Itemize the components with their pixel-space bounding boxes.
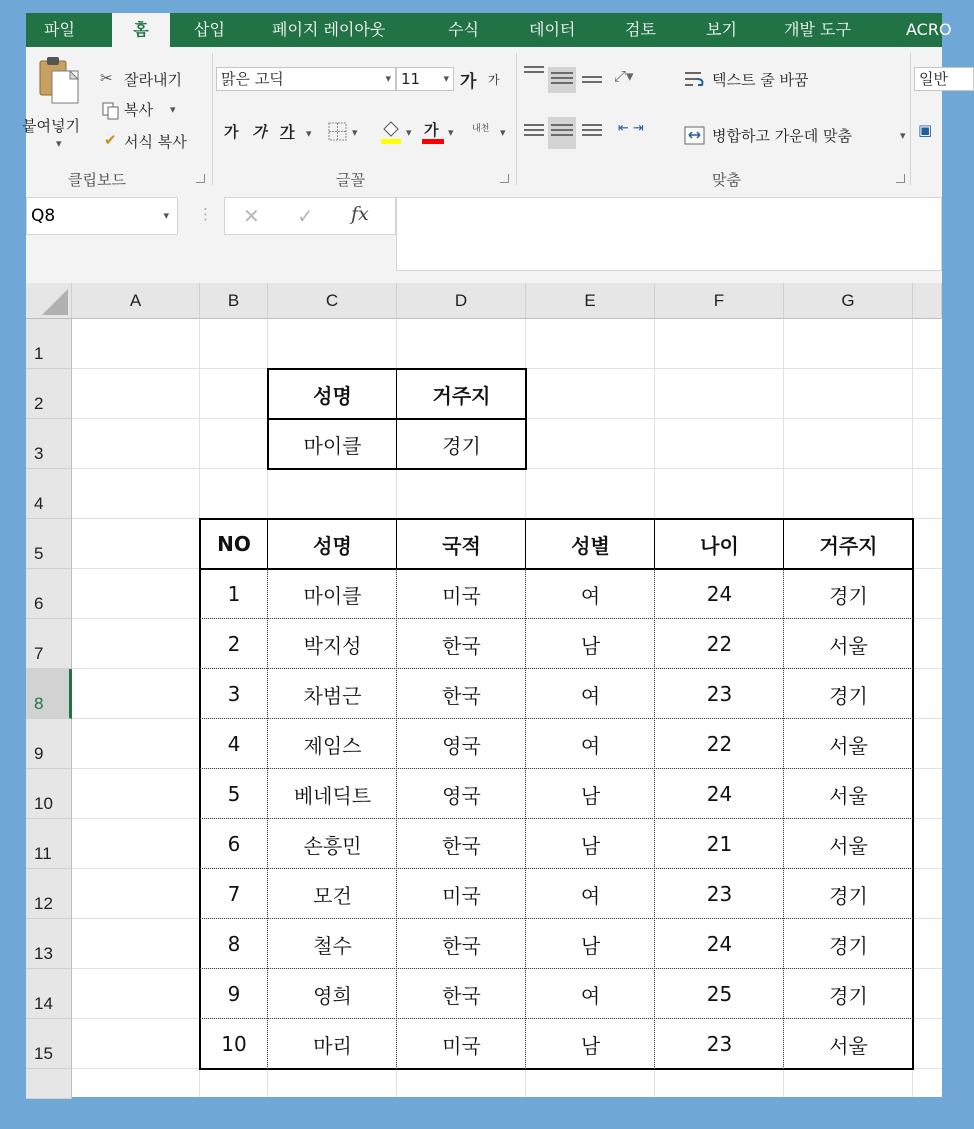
borders-button[interactable] <box>328 121 364 143</box>
row-header-15[interactable] <box>26 1019 72 1069</box>
row-header-14[interactable] <box>26 969 72 1019</box>
column-header-a[interactable]: A <box>72 283 200 319</box>
row-number: 13 <box>34 944 53 963</box>
chevron-down-icon: ▾ <box>500 126 506 139</box>
main-table-header[interactable]: 거주지 <box>819 533 878 558</box>
row-number: 10 <box>34 794 53 813</box>
paste-dropdown-icon[interactable]: ▾ <box>56 137 62 150</box>
table-border <box>396 369 397 469</box>
currency-format-icon[interactable]: ▣ <box>918 121 933 139</box>
main-table-cell[interactable]: 24 <box>706 932 733 956</box>
phonetic-label: 내천 <box>472 124 490 134</box>
group-divider <box>516 53 517 185</box>
main-table-cell[interactable]: 모건 <box>313 883 352 908</box>
main-table-cell[interactable]: 서울 <box>829 733 868 758</box>
main-table-cell[interactable]: 7 <box>227 882 241 906</box>
main-table-cell[interactable]: 남 <box>580 933 601 958</box>
tab-review[interactable]: 검토 <box>625 20 656 39</box>
tab-page-layout[interactable]: 페이지 레이아웃 <box>272 20 386 39</box>
cancel-icon[interactable]: ✕ <box>243 204 260 228</box>
main-table-cell[interactable]: 남 <box>580 633 601 658</box>
tab-acrobat[interactable]: ACRO <box>906 20 952 39</box>
row-header-11[interactable] <box>26 819 72 869</box>
table-dotted-border <box>200 868 913 869</box>
row-header-1[interactable] <box>26 319 72 369</box>
row-header-6[interactable] <box>26 569 72 619</box>
main-table-cell[interactable]: 미국 <box>442 1033 481 1058</box>
orientation-icon[interactable]: ⤢▾ <box>614 67 634 85</box>
table-dotted-border <box>783 569 784 1069</box>
main-table-cell[interactable]: 서울 <box>829 1033 868 1058</box>
insert-function-icon[interactable]: fx <box>351 203 369 225</box>
align-top-icon[interactable] <box>524 63 544 76</box>
number-format-combo[interactable] <box>914 67 974 91</box>
main-table-cell[interactable]: 여 <box>580 983 601 1008</box>
main-table-cell[interactable]: 8 <box>227 932 241 956</box>
main-table-cell[interactable]: 마이클 <box>303 583 362 608</box>
chevron-down-icon: ▾ <box>385 72 391 85</box>
tab-developer[interactable]: 개발 도구 <box>784 20 851 39</box>
font-size-combo[interactable] <box>396 67 454 91</box>
paste-button[interactable] <box>22 53 96 161</box>
row-header-12[interactable] <box>26 869 72 919</box>
tab-insert[interactable]: 삽입 <box>194 20 225 39</box>
main-table-cell[interactable]: 22 <box>706 632 733 656</box>
row-number: 9 <box>34 744 44 763</box>
font-name-combo[interactable] <box>216 67 396 91</box>
chevron-down-icon: ▾ <box>406 126 412 139</box>
copy-label: 복사 <box>124 101 153 119</box>
alignment-dialog-launcher-icon[interactable] <box>896 174 905 183</box>
row-header-next[interactable] <box>26 1069 72 1099</box>
main-table-header[interactable]: 성별 <box>571 533 610 558</box>
main-table-cell[interactable]: 한국 <box>442 833 481 858</box>
row-header-7[interactable] <box>26 619 72 669</box>
brush-icon: ✔ <box>104 131 117 149</box>
table-border <box>267 519 268 569</box>
main-table-cell[interactable]: 25 <box>706 982 733 1006</box>
main-table-header[interactable]: 나이 <box>700 533 739 558</box>
merge-center-button[interactable] <box>684 123 914 149</box>
column-header-next[interactable] <box>913 283 942 319</box>
name-box[interactable] <box>26 197 178 235</box>
tab-file[interactable]: 파일 <box>44 20 75 39</box>
main-table-cell[interactable]: 박지성 <box>303 633 362 658</box>
main-table-cell[interactable]: 마리 <box>313 1033 352 1058</box>
table-dotted-border <box>200 768 913 769</box>
main-table-cell[interactable]: 여 <box>580 683 601 708</box>
row-header-3[interactable] <box>26 419 72 469</box>
chevron-down-icon: ▾ <box>900 129 906 142</box>
main-table-cell[interactable]: 경기 <box>829 683 868 708</box>
merge-center-icon <box>684 125 706 147</box>
name-box-value: Q8 <box>31 206 56 226</box>
column-header-c[interactable]: C <box>268 283 397 319</box>
main-table-header[interactable]: 성명 <box>313 533 352 558</box>
bold-button[interactable]: 가 <box>224 123 239 141</box>
font-size-value: 11 <box>401 70 421 88</box>
column-header-g[interactable]: G <box>784 283 913 319</box>
row-header-4[interactable] <box>26 469 72 519</box>
main-table-cell[interactable]: 9 <box>227 982 241 1006</box>
alignment-group-label: 맞춤 <box>712 171 741 189</box>
formula-bar-grip-icon: ⋮ <box>198 205 213 223</box>
main-table-cell[interactable]: 영국 <box>442 783 481 808</box>
format-painter-label: 서식 복사 <box>124 133 187 151</box>
main-table-cell[interactable]: 5 <box>227 782 241 806</box>
column-header-d[interactable]: D <box>397 283 526 319</box>
row-number: 6 <box>34 594 44 613</box>
chevron-down-icon: ▾ <box>352 126 358 139</box>
main-table-cell[interactable]: 베네딕트 <box>293 783 372 808</box>
worksheet-grid[interactable] <box>26 283 942 1097</box>
main-table-cell[interactable]: 23 <box>706 682 733 706</box>
main-table-cell[interactable]: 여 <box>580 883 601 908</box>
main-table-cell[interactable]: 24 <box>706 782 733 806</box>
indent-icons[interactable]: ⇤ ⇥ <box>618 121 644 136</box>
row-number: 7 <box>34 644 44 663</box>
row-number: 3 <box>34 444 44 463</box>
main-table-cell[interactable]: 한국 <box>442 983 481 1008</box>
table-dotted-border <box>525 569 526 1069</box>
main-table-cell[interactable]: 영희 <box>313 983 352 1008</box>
font-group-label: 글꼴 <box>336 171 365 189</box>
table-dotted-border <box>200 1018 913 1019</box>
tab-home[interactable]: 홈 <box>112 13 170 47</box>
main-table-cell[interactable]: 경기 <box>829 583 868 608</box>
font-color-label: 가 <box>424 121 439 139</box>
row-number: 14 <box>34 994 53 1013</box>
lookup-table-cell[interactable]: 마이클 <box>303 433 362 458</box>
align-bottom-icon[interactable] <box>582 73 602 86</box>
table-border <box>783 519 784 569</box>
main-table-cell[interactable]: 경기 <box>829 883 868 908</box>
underline-button[interactable]: 가 <box>280 123 295 141</box>
table-dotted-border <box>396 569 397 1069</box>
main-table-cell[interactable]: 제임스 <box>303 733 362 758</box>
main-table-cell[interactable]: 경기 <box>829 983 868 1008</box>
main-table-cell[interactable]: 한국 <box>442 683 481 708</box>
table-border <box>199 518 914 520</box>
formula-buttons <box>224 197 396 235</box>
formula-bar <box>26 197 942 287</box>
row-number: 12 <box>34 894 53 913</box>
main-table-cell[interactable]: 미국 <box>442 883 481 908</box>
main-table-cell[interactable]: 10 <box>221 1032 247 1056</box>
format-painter-button[interactable] <box>100 131 210 155</box>
copy-button[interactable] <box>100 99 210 123</box>
underline-dropdown-icon[interactable]: ▾ <box>306 127 312 140</box>
main-table-cell[interactable]: 4 <box>227 732 241 756</box>
enter-icon[interactable]: ✓ <box>297 204 314 228</box>
table-border <box>267 368 527 370</box>
main-table-cell[interactable]: 한국 <box>442 633 481 658</box>
main-table-cell[interactable]: 21 <box>706 832 733 856</box>
table-dotted-border <box>200 668 913 669</box>
table-border <box>268 418 526 420</box>
align-center-icon[interactable] <box>548 117 576 149</box>
row-number: 2 <box>34 394 44 413</box>
table-dotted-border <box>654 569 655 1069</box>
scissors-icon: ✂ <box>100 69 113 87</box>
paste-label: 붙여넣기 <box>22 117 80 135</box>
row-header-10[interactable] <box>26 769 72 819</box>
tab-data[interactable]: 데이터 <box>529 20 576 39</box>
copy-dropdown-icon[interactable]: ▾ <box>170 103 176 116</box>
tab-formulas[interactable]: 수식 <box>448 20 479 39</box>
main-table-cell[interactable]: 1 <box>227 582 241 606</box>
row-number: 11 <box>34 844 52 863</box>
main-table-cell[interactable]: 차범근 <box>303 683 362 708</box>
ribbon-tab-bar <box>26 13 952 47</box>
main-table-cell[interactable]: 미국 <box>442 583 481 608</box>
main-table-cell[interactable]: 한국 <box>442 933 481 958</box>
main-table-cell[interactable]: 여 <box>580 733 601 758</box>
table-border <box>267 468 527 470</box>
chevron-down-icon: ▾ <box>448 126 454 139</box>
tab-view[interactable]: 보기 <box>706 20 737 39</box>
table-dotted-border <box>200 718 913 719</box>
row-header-9[interactable] <box>26 719 72 769</box>
table-border <box>199 518 201 1070</box>
lookup-table-cell[interactable]: 경기 <box>442 433 481 458</box>
merge-center-label: 병합하고 가운데 맞춤 <box>712 127 852 145</box>
table-dotted-border <box>200 818 913 819</box>
main-table-cell[interactable]: 여 <box>580 583 601 608</box>
wrap-text-label: 텍스트 줄 바꿈 <box>712 71 809 89</box>
main-table-cell[interactable]: 서울 <box>829 633 868 658</box>
font-name-value: 맑은 고딕 <box>221 70 284 88</box>
table-dotted-border <box>267 569 268 1069</box>
number-format-value: 일반 <box>919 70 948 88</box>
chevron-down-icon: ▾ <box>163 209 169 222</box>
main-table-cell[interactable]: 서울 <box>829 783 868 808</box>
italic-button[interactable]: 가 <box>252 123 267 141</box>
row-number: 8 <box>34 694 44 713</box>
table-border <box>396 519 397 569</box>
table-dotted-border <box>200 968 913 969</box>
table-border <box>200 568 913 570</box>
main-table-cell[interactable]: 남 <box>580 783 601 808</box>
row-number: 1 <box>34 344 44 363</box>
formula-input[interactable] <box>396 197 942 271</box>
lookup-table-header[interactable]: 성명 <box>313 383 352 408</box>
select-all-corner[interactable] <box>26 283 72 319</box>
group-divider <box>212 53 213 185</box>
clipboard-group-label: 클립보드 <box>68 171 126 189</box>
row-header-2[interactable] <box>26 369 72 419</box>
main-table-cell[interactable]: 남 <box>580 833 601 858</box>
main-table-cell[interactable]: 경기 <box>829 933 868 958</box>
row-number: 5 <box>34 544 44 563</box>
main-table-cell[interactable]: 23 <box>706 1032 733 1056</box>
column-header-b[interactable]: B <box>200 283 268 319</box>
phonetic-button[interactable] <box>472 119 512 147</box>
row-header-8[interactable] <box>26 669 72 719</box>
table-border <box>199 1068 914 1070</box>
grow-font-button[interactable]: 가 <box>460 72 477 92</box>
main-table-cell[interactable]: 철수 <box>313 933 352 958</box>
row-number: 4 <box>34 494 44 513</box>
font-color-button[interactable] <box>422 119 462 147</box>
fill-bucket-icon <box>380 119 402 145</box>
table-dotted-border <box>200 918 913 919</box>
table-dotted-border <box>200 618 913 619</box>
lookup-table-header[interactable]: 거주지 <box>432 383 491 408</box>
shrink-font-button[interactable]: 가 <box>488 73 500 87</box>
select-all-triangle-icon <box>26 283 72 319</box>
wrap-text-icon <box>684 69 706 91</box>
main-table-header[interactable]: NO <box>217 532 251 556</box>
table-border <box>912 518 914 1070</box>
main-table-cell[interactable]: 24 <box>706 582 733 606</box>
align-middle-icon[interactable] <box>548 67 576 93</box>
align-left-icon[interactable] <box>524 121 544 139</box>
font-color-swatch <box>422 139 444 144</box>
paste-icon <box>38 55 82 105</box>
group-divider <box>910 53 911 185</box>
font-dialog-launcher-icon[interactable] <box>500 174 509 183</box>
column-header-e[interactable]: E <box>526 283 655 319</box>
row-header-13[interactable] <box>26 919 72 969</box>
row-number: 15 <box>34 1044 53 1063</box>
clipboard-dialog-launcher-icon[interactable] <box>196 174 205 183</box>
main-table-cell[interactable]: 2 <box>227 632 241 656</box>
main-table-cell[interactable]: 22 <box>706 732 733 756</box>
fill-color-button[interactable] <box>380 119 420 147</box>
main-table-cell[interactable]: 영국 <box>442 733 481 758</box>
main-table-cell[interactable]: 3 <box>227 682 241 706</box>
main-table-cell[interactable]: 손흥민 <box>303 833 362 858</box>
main-table-cell[interactable]: 서울 <box>829 833 868 858</box>
table-border <box>525 519 526 569</box>
cut-label: 잘라내기 <box>124 71 182 89</box>
ribbon <box>22 47 948 197</box>
copy-icon <box>102 102 120 120</box>
main-table-cell[interactable]: 6 <box>227 832 241 856</box>
main-table-header[interactable]: 국적 <box>442 533 481 558</box>
excel-window <box>22 13 952 1097</box>
chevron-down-icon: ▾ <box>443 72 449 85</box>
borders-icon <box>328 122 348 142</box>
align-right-icon[interactable] <box>582 121 602 139</box>
cut-button[interactable] <box>100 69 210 93</box>
column-header-f[interactable]: F <box>655 283 784 319</box>
main-table-cell[interactable]: 23 <box>706 882 733 906</box>
main-table-cell[interactable]: 남 <box>580 1033 601 1058</box>
table-border <box>654 519 655 569</box>
row-header-5[interactable] <box>26 519 72 569</box>
wrap-text-button[interactable] <box>684 67 844 93</box>
